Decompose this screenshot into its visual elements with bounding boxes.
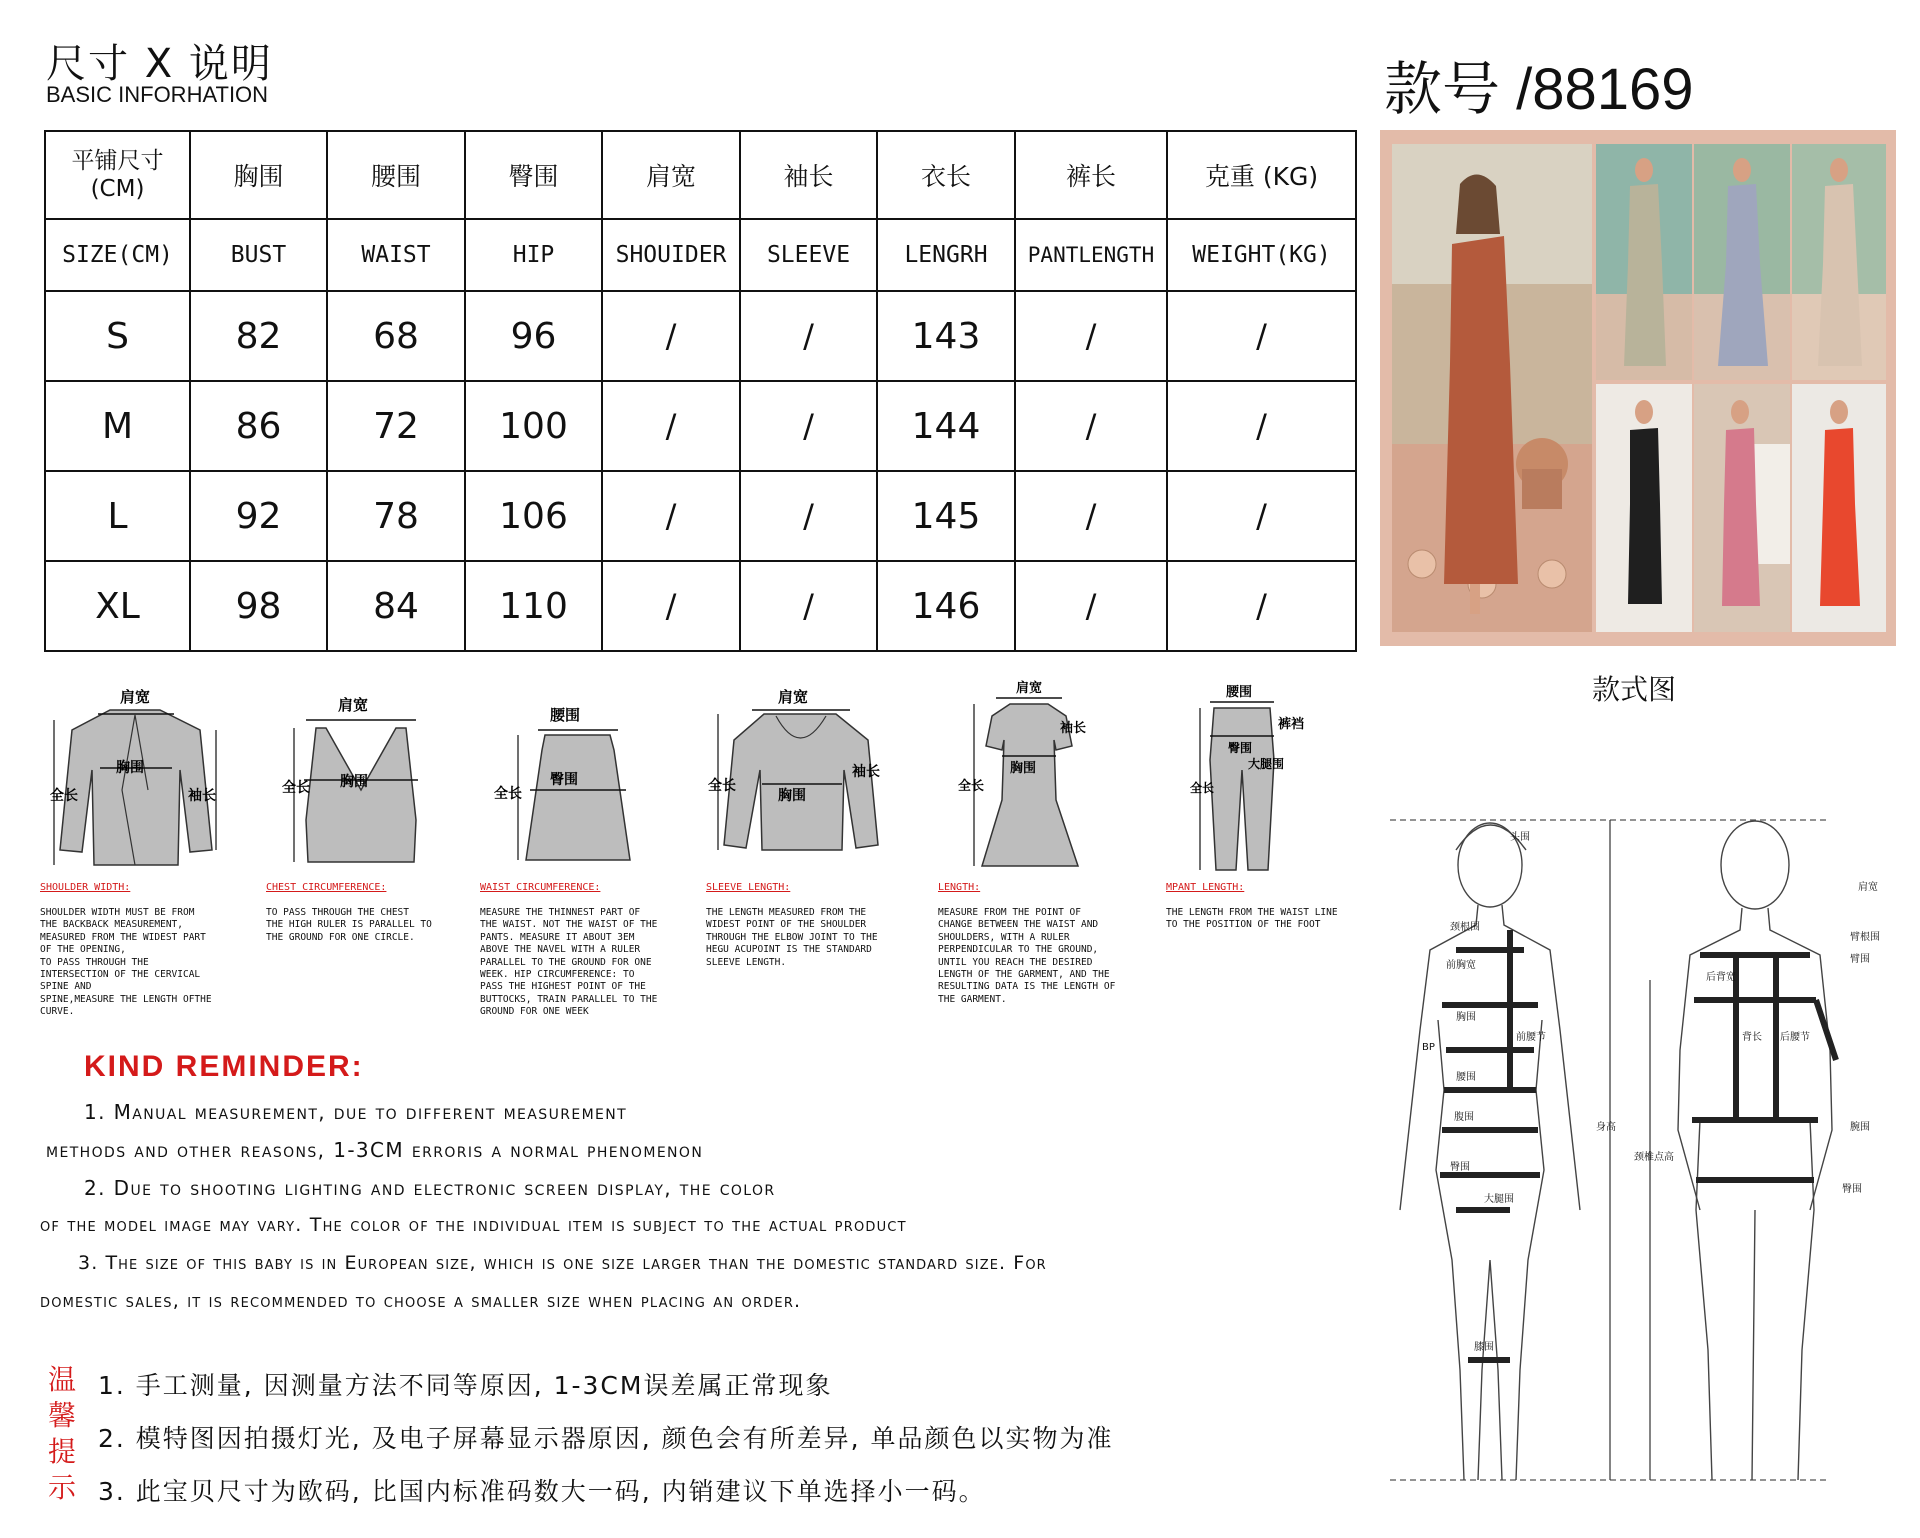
camisole-icon <box>266 680 456 880</box>
header-cell: SIZE(CM) <box>45 219 190 291</box>
svg-text:全长: 全长 <box>1190 781 1215 795</box>
table-cell: 145 <box>877 471 1015 561</box>
table-cell: / <box>602 561 740 651</box>
table-cell: / <box>1015 471 1167 561</box>
table-cell: 144 <box>877 381 1015 471</box>
table-cell: 92 <box>190 471 327 561</box>
header-cell: 衣长 <box>877 131 1015 219</box>
reminder-line: 1. Manual measurement, due to different measurement <box>84 1100 628 1124</box>
garment-guide-camisole <box>266 680 466 944</box>
header-cell: 臀围 <box>465 131 602 219</box>
table-cell: 84 <box>327 561 465 651</box>
svg-text:腰围: 腰围 <box>1456 1072 1476 1083</box>
table-header-cn <box>45 131 1356 219</box>
header-cell: 袖长 <box>740 131 877 219</box>
header-cell: HIP <box>465 219 602 291</box>
svg-text:胸围: 胸围 <box>1010 761 1037 776</box>
reminder-line: methods and other reasons, 1-3CM erroris a normal phenomenon <box>46 1138 704 1162</box>
guide-text: SHOULDER WIDTH MUST BE FROM THE BACKBACK MEASUREMENT, MEASURED FROM THE WIDEST PART OF THE OPENING, TO PASS THROUGH THE INTERSECTION OF THE CERVICAL SPINE AND SPINE,MEASURE THE LENGTH OFTHE CURVE. <box>40 907 212 1018</box>
svg-text:前腰节: 前腰节 <box>1516 1032 1546 1043</box>
svg-text:腰围: 腰围 <box>1226 685 1253 700</box>
guide-heading: MPANT LENGTH: <box>1166 882 1245 893</box>
table-cell: / <box>740 561 877 651</box>
table-cell: / <box>1167 471 1356 561</box>
size-table <box>44 130 1357 652</box>
sweater-icon <box>706 680 896 880</box>
svg-text:肩宽: 肩宽 <box>120 688 151 706</box>
header-cell: LENGRH <box>877 219 1015 291</box>
pants-icon <box>1166 680 1356 880</box>
cn-reminder-line: 1. 手工测量, 因测量方法不同等原因, 1-3CM误差属正常现象 <box>98 1371 833 1400</box>
svg-text:头围: 头围 <box>1510 832 1530 843</box>
reminder-line: domestic sales, it is recommended to choose a smaller size when placing an order. <box>40 1290 802 1312</box>
guide-heading: SHOULDER WIDTH: <box>40 882 131 893</box>
header-cell: WEIGHT(KG) <box>1167 219 1356 291</box>
header-cell: 肩宽 <box>602 131 740 219</box>
svg-text:BP: BP <box>1422 1042 1435 1053</box>
svg-text:胸围: 胸围 <box>1456 1012 1476 1023</box>
svg-text:肩宽: 肩宽 <box>338 696 369 714</box>
table-header-en <box>45 219 1356 291</box>
svg-text:胸围: 胸围 <box>340 774 368 790</box>
product-photo-panel <box>1380 130 1896 646</box>
table-cell: / <box>602 381 740 471</box>
table-cell: 72 <box>327 381 465 471</box>
warm-tips-label: 温 馨 提 示 <box>48 1363 77 1504</box>
table-cell: 98 <box>190 561 327 651</box>
header-cell: SLEEVE <box>740 219 877 291</box>
model-photo <box>1694 384 1790 632</box>
svg-text:腹围: 腹围 <box>1454 1112 1474 1123</box>
cn-reminder-line: 3. 此宝贝尺寸为欧码, 比国内标准码数大一码, 内销建议下单选择小一码。 <box>98 1477 986 1506</box>
table-row <box>45 561 1356 651</box>
size-cell: L <box>45 471 190 561</box>
guide-heading: LENGTH: <box>938 882 981 893</box>
svg-text:后腰节: 后腰节 <box>1780 1032 1810 1043</box>
header-cell: WAIST <box>327 219 465 291</box>
table-cell: / <box>1015 381 1167 471</box>
reminder-line: 3. The size of this baby is in European size, which is one size larger than the domestic standard size. For <box>78 1252 1047 1274</box>
svg-text:裤裆: 裤裆 <box>1278 717 1305 732</box>
cn-reminder-line: 2. 模特图因拍摄灯光, 及电子屏幕显示器原因, 颜色会有所差异, 单品颜色以实物为准 <box>98 1424 1114 1453</box>
svg-text:前胸宽: 前胸宽 <box>1446 960 1476 971</box>
table-cell: / <box>1167 291 1356 381</box>
body-figure-icon <box>1360 790 1920 1525</box>
model-photo-main <box>1392 144 1592 632</box>
table-cell: 100 <box>465 381 602 471</box>
guide-text: TO PASS THROUGH THE CHEST THE HIGH RULER IS PARALLEL TO THE GROUND FOR ONE CIRCLE. <box>266 907 432 943</box>
style-number: 款号 /88169 <box>1384 57 1694 122</box>
skirt-icon <box>480 680 670 880</box>
guide-text: THE LENGTH FROM THE WAIST LINE TO THE POSITION OF THE FOOT <box>1166 907 1338 931</box>
header-cell: BUST <box>190 219 327 291</box>
reminder-title: KIND REMINDER: <box>84 1050 364 1083</box>
page-title: 尺寸 X 说明 <box>46 41 273 87</box>
table-cell: 82 <box>190 291 327 381</box>
guide-heading: SLEEVE LENGTH: <box>706 882 791 893</box>
table-cell: / <box>1015 291 1167 381</box>
svg-text:袖长: 袖长 <box>852 764 880 780</box>
table-cell: / <box>1167 381 1356 471</box>
jacket-icon <box>40 680 230 880</box>
size-cell: M <box>45 381 190 471</box>
model-photo <box>1694 144 1790 380</box>
table-cell: / <box>602 471 740 561</box>
table-row <box>45 471 1356 561</box>
table-cell: 86 <box>190 381 327 471</box>
svg-text:膝围: 膝围 <box>1474 1342 1494 1353</box>
table-cell: 96 <box>465 291 602 381</box>
model-photo <box>1792 384 1886 632</box>
header-cell: 腰围 <box>327 131 465 219</box>
table-cell: / <box>740 381 877 471</box>
model-photo <box>1596 144 1692 380</box>
svg-text:臀围: 臀围 <box>1842 1184 1862 1195</box>
svg-text:全长: 全长 <box>494 786 522 802</box>
table-row <box>45 291 1356 381</box>
table-cell: 143 <box>877 291 1015 381</box>
reminder-line: 2. Due to shooting lighting and electronic screen display, the color <box>84 1176 776 1200</box>
svg-text:肩宽: 肩宽 <box>1858 882 1878 893</box>
garment-guide-sweater <box>706 680 906 969</box>
style-image-caption: 款式图 <box>1592 673 1677 706</box>
table-cell: 110 <box>465 561 602 651</box>
svg-text:大腿围: 大腿围 <box>1248 757 1285 771</box>
dress-icon <box>938 680 1128 880</box>
header-cell: 裤长 <box>1015 131 1167 219</box>
svg-text:肩宽: 肩宽 <box>1016 681 1043 696</box>
garment-guide-dress <box>938 680 1138 1006</box>
header-cell: 克重 (KG) <box>1167 131 1356 219</box>
svg-text:腰围: 腰围 <box>550 706 581 724</box>
svg-text:臀围: 臀围 <box>1228 741 1253 755</box>
table-row <box>45 381 1356 471</box>
table-cell: 68 <box>327 291 465 381</box>
svg-text:臀围: 臀围 <box>550 772 578 788</box>
svg-text:全长: 全长 <box>958 779 985 794</box>
table-cell: / <box>1015 561 1167 651</box>
svg-text:全长: 全长 <box>708 778 736 794</box>
svg-text:后背宽: 后背宽 <box>1706 972 1736 983</box>
svg-text:胸围: 胸围 <box>116 760 144 776</box>
header-cell: 平铺尺寸 (CM) <box>45 131 190 219</box>
svg-text:袖长: 袖长 <box>1060 721 1087 736</box>
header-cell: 胸围 <box>190 131 327 219</box>
svg-text:大腿围: 大腿围 <box>1484 1194 1514 1205</box>
table-cell: / <box>740 291 877 381</box>
guide-text: THE LENGTH MEASURED FROM THE WIDEST POINT OF THE SHOULDER THROUGH THE ELBOW JOINT TO THE HEGU ACUPOINT IS THE STANDARD SLEEVE LENGTH. <box>706 907 878 968</box>
model-photo <box>1596 384 1692 632</box>
svg-text:肩宽: 肩宽 <box>778 688 809 706</box>
header-cell: PANTLENGTH <box>1015 219 1167 291</box>
svg-text:臂根围: 臂根围 <box>1850 932 1880 943</box>
table-cell: / <box>602 291 740 381</box>
svg-text:全长: 全长 <box>50 788 78 804</box>
model-photo <box>1792 144 1886 380</box>
svg-text:颈根围: 颈根围 <box>1450 922 1480 933</box>
table-cell: 146 <box>877 561 1015 651</box>
table-cell: / <box>1167 561 1356 651</box>
table-cell: 78 <box>327 471 465 561</box>
svg-text:全长: 全长 <box>282 780 310 796</box>
garment-guide-jacket <box>40 680 240 1019</box>
table-cell: 106 <box>465 471 602 561</box>
garment-guide-skirt <box>480 680 680 1019</box>
svg-text:袖长: 袖长 <box>188 788 216 804</box>
reminder-line: of the model image may vary. The color of the individual item is subject to the actual product <box>40 1214 907 1236</box>
svg-text:腕围: 腕围 <box>1850 1122 1870 1133</box>
page-subtitle: BASIC INFORHATION <box>46 82 269 107</box>
garment-guide-pants <box>1166 680 1366 932</box>
table-cell: / <box>740 471 877 561</box>
guide-text: MEASURE FROM THE POINT OF CHANGE BETWEEN THE WAIST AND SHOULDERS, WITH A RULER PERPENDICULAR TO THE GROUND, UNTIL YOU REACH THE DESIRED LENGTH OF THE GARMENT, AND THE RESULTING DATA IS THE LENGTH OF THE GARMENT. <box>938 907 1116 1005</box>
size-cell: S <box>45 291 190 381</box>
guide-text: MEASURE THE THINNEST PART OF THE WAIST. NOT THE WAIST OF THE PANTS. MEASURE IT ABOUT 3EM ABOVE THE NAVEL WITH A RULER PARALLEL TO THE GROUND FOR ONE WEEK. HIP CIRCUMFERENCE: TO PASS THE HIGHEST POINT OF THE BUTTOCKS, TRAIN PARALLEL TO THE GROUND FOR ONE WEEK <box>480 907 658 1018</box>
svg-text:臂围: 臂围 <box>1850 954 1870 965</box>
svg-text:胸围: 胸围 <box>778 788 806 804</box>
header-cell: SHOUIDER <box>602 219 740 291</box>
size-cell: XL <box>45 561 190 651</box>
guide-heading: WAIST CIRCUMFERENCE: <box>480 882 601 893</box>
body-measurement-chart <box>1360 790 1920 1525</box>
svg-text:颈椎点高: 颈椎点高 <box>1634 1152 1674 1163</box>
svg-text:臀围: 臀围 <box>1450 1162 1470 1173</box>
svg-text:身高: 身高 <box>1596 1122 1616 1133</box>
svg-text:背长: 背长 <box>1742 1032 1762 1043</box>
guide-heading: CHEST CIRCUMFERENCE: <box>266 882 387 893</box>
